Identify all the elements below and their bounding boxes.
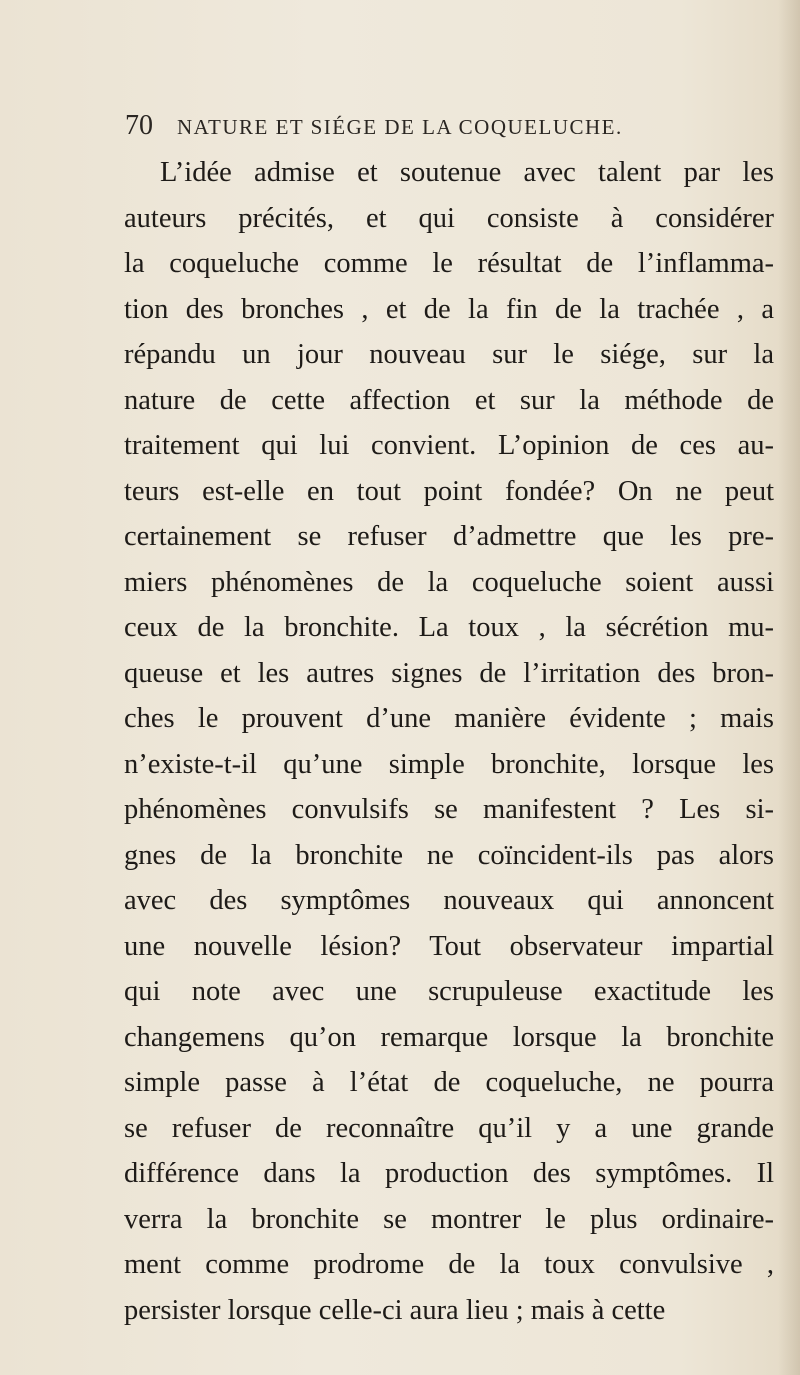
text-line: simple passe à l’état de coqueluche, ne pourra — [124, 1067, 774, 1098]
text-line: répandu un jour nouveau sur le siége, sur la — [124, 339, 774, 370]
text-line: nature de cette affection et sur la méthode de — [124, 384, 774, 416]
text-line: qui note avec une scrupuleuse exactitude les — [124, 976, 774, 1007]
text-line: verra la bronchite se montrer le plus ordinaire- — [124, 1203, 774, 1235]
text-line: certainement se refuser d’admettre que les pre- — [124, 521, 774, 552]
text-line: gnes de la bronchite ne coïncident-ils pas alors — [124, 839, 774, 871]
text-line: teurs est-elle en tout point fondée? On ne peut — [124, 475, 774, 507]
running-header — [125, 108, 685, 144]
text-line: la coqueluche comme le résultat de l’inflamma- — [124, 248, 774, 279]
text-line: ches le prouvent d’une manière évidente ; mais — [124, 703, 774, 734]
text-line: différence dans la production des symptômes. Il — [124, 1158, 774, 1189]
text-line: L’idée admise et soutenue avec talent par les — [160, 157, 774, 188]
page-number: 70 — [125, 110, 153, 141]
text-line: phénomènes convulsifs se manifestent ? Les si- — [124, 794, 774, 825]
text-line: auteurs précités, et qui consiste à considérer — [124, 202, 774, 234]
body-text — [124, 150, 774, 1333]
text-line: une nouvelle lésion? Tout observateur impartial — [124, 930, 774, 962]
text-line: changemens qu’on remarque lorsque la bronchite — [124, 1021, 774, 1053]
page-edge-shadow — [778, 0, 800, 1375]
text-line: ment comme prodrome de la toux convulsive , — [124, 1249, 774, 1280]
text-line: avec des symptômes nouveaux qui annoncent — [124, 885, 774, 916]
text-line: ceux de la bronchite. La toux , la sécrétion mu- — [124, 612, 774, 643]
running-title: NATURE ET SIÉGE DE LA COQUELUCHE. — [177, 115, 623, 139]
text-line: persister lorsque celle-ci aura lieu ; mais à cette — [124, 1294, 666, 1326]
text-line: miers phénomènes de la coqueluche soient aussi — [124, 566, 774, 598]
text-line: se refuser de reconnaître qu’il y a une grande — [124, 1112, 774, 1144]
text-line: tion des bronches , et de la fin de la trachée , a — [124, 293, 774, 325]
text-line: queuse et les autres signes de l’irritation des bron- — [124, 657, 774, 689]
text-line: traitement qui lui convient. L’opinion de ces au- — [124, 430, 774, 461]
text-line: n’existe-t-il qu’une simple bronchite, lorsque les — [124, 748, 774, 780]
